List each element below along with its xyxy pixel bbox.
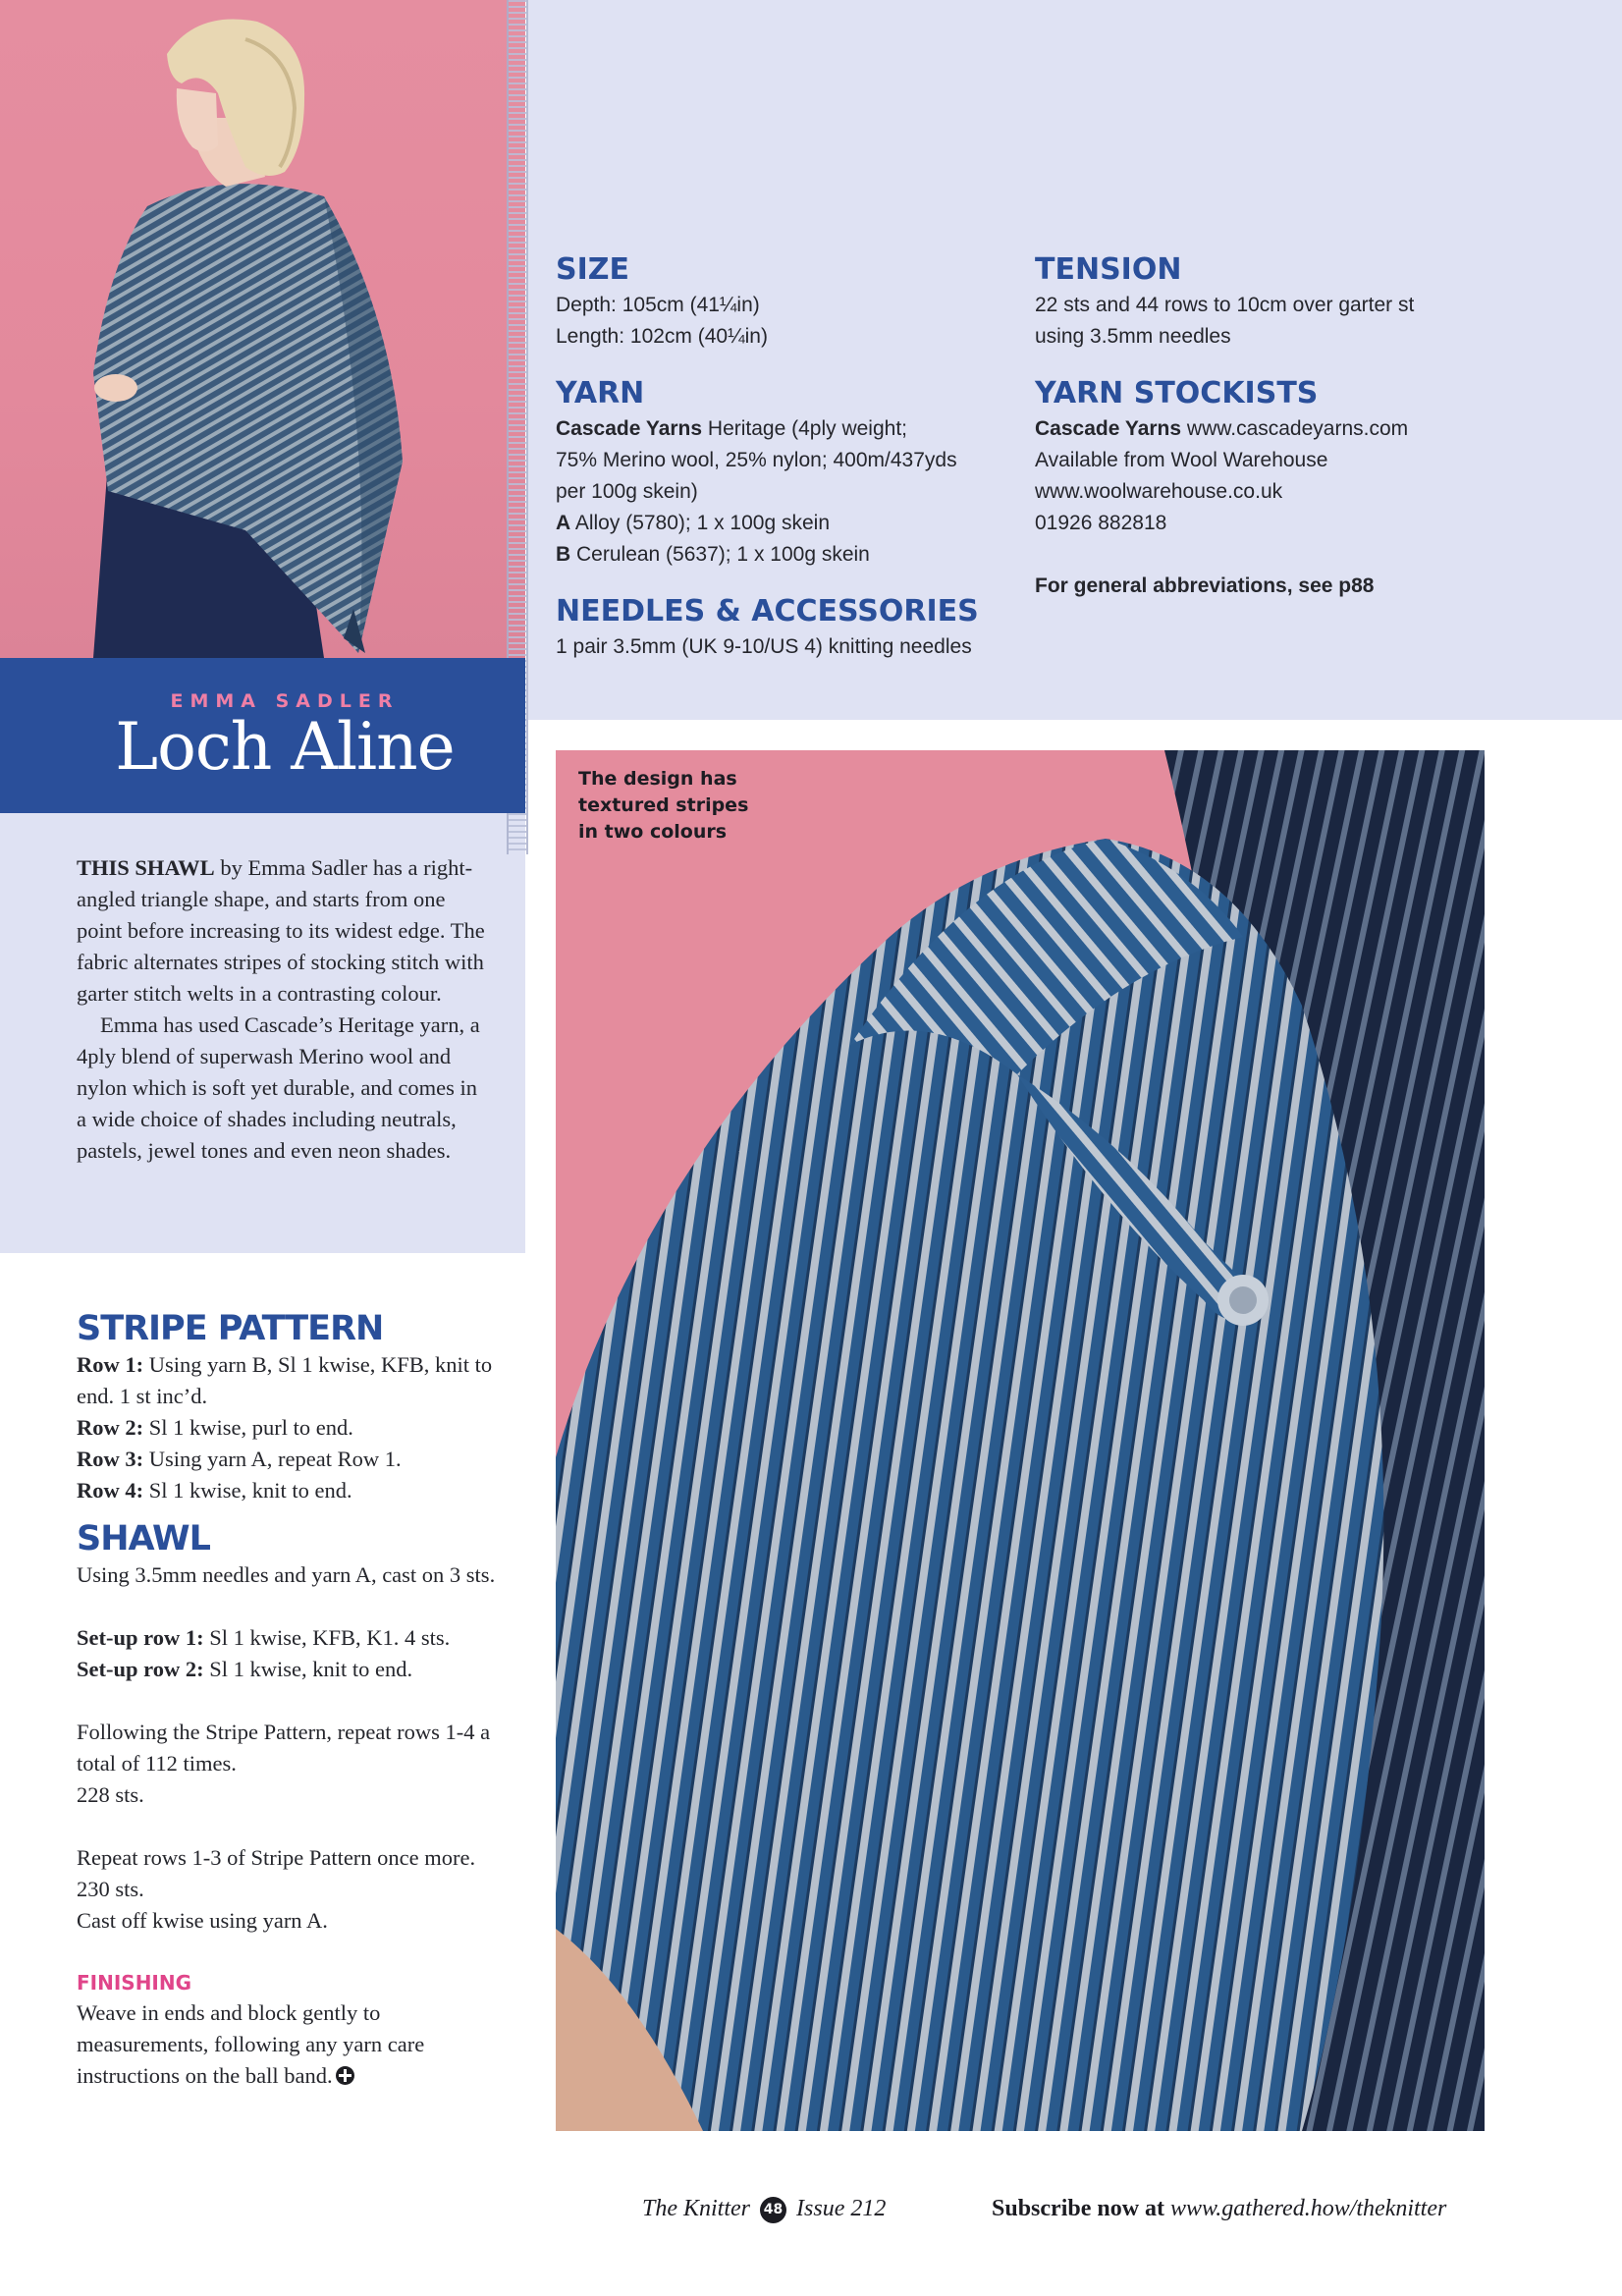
- setup-row-2-label: Set-up row 2:: [77, 1657, 204, 1681]
- intro-p1-text: by Emma Sadler has a right-angled triangle shape, and starts from one point before increasing to its widest edge. The fabric alternates stripes of stocking stitch with garter stitch welts in a contrasting colour.: [77, 855, 485, 1006]
- setup-row-2-text: Sl 1 kwise, knit to end.: [203, 1657, 413, 1681]
- tension-heading: TENSION: [1035, 252, 1182, 287]
- tension-section: [1035, 250, 1496, 353]
- yarn-heading: YARN: [556, 376, 645, 410]
- stockists-line-2: Available from Wool Warehouse: [1035, 449, 1328, 471]
- subscribe-label: Subscribe now at: [992, 2196, 1165, 2221]
- size-length: Length: 102cm (40¼in): [556, 325, 768, 348]
- end-mark-icon: [336, 2066, 354, 2085]
- stripe-pattern-heading: STRIPE PATTERN: [77, 1309, 384, 1348]
- finishing-heading: FINISHING: [77, 1971, 192, 1995]
- yarn-b: [556, 539, 1017, 571]
- stockists-heading: YARN STOCKISTS: [1035, 376, 1319, 410]
- yarn-section: [556, 374, 1017, 571]
- intro-paragraph-2: Emma has used Cascade’s Heritage yarn, a 4ply blend of superwash Merino wool and nylon which is soft yet durable, and comes in a wide choice of shades including neutrals, pastels, jewel tones and even neon shades.: [77, 1012, 480, 1163]
- yarn-line-1-rest: Heritage (4ply weight;: [702, 417, 907, 440]
- stockists-brand: Cascade Yarns: [1035, 417, 1182, 440]
- stockists-url-1: www.cascadeyarns.com: [1181, 417, 1409, 440]
- row-4-label: Row 4:: [77, 1478, 144, 1503]
- needles-section: [556, 592, 1017, 663]
- specs-left-column: [556, 250, 1017, 684]
- instructions: [77, 1308, 509, 2092]
- shawl-cast-on: Using 3.5mm needles and yarn A, cast on 3 sts.: [77, 1562, 496, 1587]
- repeat-instruction-2: Repeat rows 1-3 of Stripe Pattern once more. 230 sts.: [77, 1845, 476, 1901]
- shawl-closeup-illustration: [556, 750, 1485, 2131]
- intro-paragraph-1: [77, 852, 489, 1010]
- page-number: 48: [760, 2197, 786, 2223]
- setup-row-1-text: Sl 1 kwise, KFB, K1. 4 sts.: [203, 1625, 451, 1650]
- stockists-phone: 01926 882818: [1035, 512, 1167, 534]
- footer-magazine: [642, 2196, 886, 2223]
- pattern-title: Loch Aline: [115, 709, 455, 785]
- size-heading: SIZE: [556, 252, 630, 287]
- finishing-body: Weave in ends and block gently to measurements, following any yarn care instructions on the ball band.: [77, 2000, 425, 2088]
- yarn-brand: Cascade Yarns: [556, 417, 703, 440]
- stockists-line-1: [1035, 413, 1496, 445]
- stripe-row-3: [77, 1444, 509, 1475]
- yarn-a: [556, 508, 1017, 539]
- yarn-b-text: Cerulean (5637); 1 x 100g skein: [570, 543, 870, 566]
- tension-line-1: 22 sts and 44 rows to 10cm over garter st: [1035, 294, 1415, 316]
- hero-photo: [0, 0, 525, 658]
- abbreviations-text: For general abbreviations, see p88: [1035, 574, 1375, 597]
- subscribe-link[interactable]: www.gathered.how/theknitter: [1170, 2196, 1447, 2221]
- footer-subscribe: [992, 2196, 1446, 2222]
- row-3-label: Row 3:: [77, 1447, 144, 1471]
- repeat-stitch-count-1: 228 sts.: [77, 1782, 144, 1807]
- yarn-line-2: 75% Merino wool, 25% nylon; 400m/437yds: [556, 449, 957, 471]
- stripe-row-4: [77, 1475, 509, 1506]
- row-2-text: Sl 1 kwise, purl to end.: [143, 1415, 353, 1440]
- specs-right-column: [1035, 250, 1496, 624]
- designer-name: EMMA SADLER: [170, 690, 400, 712]
- issue-number: Issue 212: [796, 2196, 887, 2221]
- stockists-line-3: www.woolwarehouse.co.uk: [1035, 480, 1283, 503]
- finishing-text: [77, 1997, 509, 2092]
- row-1-label: Row 1:: [77, 1352, 144, 1377]
- row-3-text: Using yarn A, repeat Row 1.: [143, 1447, 402, 1471]
- row-1-text: Using yarn B, Sl 1 kwise, KFB, knit to end. 1 st inc’d.: [77, 1352, 493, 1408]
- intro-lead: THIS SHAWL: [77, 855, 215, 880]
- model-illustration: [0, 0, 525, 658]
- yarn-a-label: A: [556, 512, 571, 534]
- repeat-instruction-1: Following the Stripe Pattern, repeat rows 1-4 a total of 112 times.: [77, 1720, 491, 1776]
- stripe-row-1: [77, 1349, 509, 1412]
- tension-line-2: using 3.5mm needles: [1035, 325, 1231, 348]
- photo-caption: The design has textured stripes in two colours: [578, 768, 749, 843]
- stockists-section: [1035, 374, 1496, 602]
- stripe-row-2: [77, 1412, 509, 1444]
- main-photo: [556, 750, 1485, 2131]
- intro-text: [77, 852, 489, 1167]
- setup-row-1: [77, 1622, 509, 1654]
- yarn-line-3: per 100g skein): [556, 480, 698, 503]
- shawl-heading: SHAWL: [77, 1519, 210, 1558]
- row-4-text: Sl 1 kwise, knit to end.: [143, 1478, 352, 1503]
- size-section: [556, 250, 1017, 353]
- needles-line: 1 pair 3.5mm (UK 9-10/US 4) knitting needles: [556, 635, 972, 658]
- size-depth: Depth: 105cm (41¼in): [556, 294, 760, 316]
- cast-off-instruction: Cast off kwise using yarn A.: [77, 1908, 328, 1933]
- yarn-a-text: Alloy (5780); 1 x 100g skein: [570, 512, 830, 534]
- needles-heading: NEEDLES & ACCESSORIES: [556, 594, 979, 629]
- yarn-line-1: [556, 413, 1017, 445]
- setup-row-2: [77, 1654, 509, 1685]
- setup-row-1-label: Set-up row 1:: [77, 1625, 204, 1650]
- row-2-label: Row 2:: [77, 1415, 144, 1440]
- magazine-name: The Knitter: [642, 2196, 751, 2221]
- abbreviations-note: [1035, 571, 1496, 602]
- yarn-b-label: B: [556, 543, 571, 566]
